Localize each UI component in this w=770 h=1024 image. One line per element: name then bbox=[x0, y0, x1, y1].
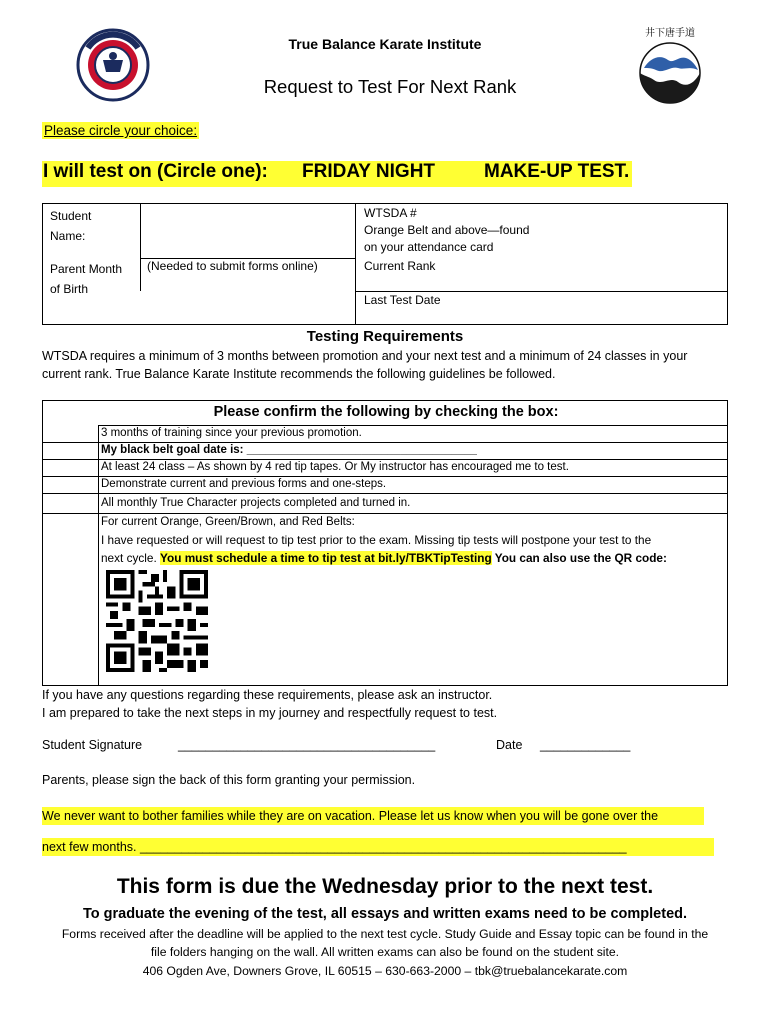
forms-deadline-line1: Forms received after the deadline will be applied to the next test cycle. Study Guide and Essay topic can be found in the bbox=[61, 927, 709, 941]
checklist-heading: Please confirm the following by checking the box: bbox=[213, 404, 559, 420]
check-item-tip-test-schedule: next cycle. You must schedule a time to tip test at bit.ly/TBKTipTesting You can also use the QR code: bbox=[101, 551, 667, 565]
check-item-true-character: All monthly True Character projects completed and turned in. bbox=[101, 497, 411, 509]
vacation-line1: We never want to bother families while they are on vacation. Please let us know when you will be gone over the bbox=[42, 807, 704, 825]
testing-requirements-heading: Testing Requirements bbox=[306, 328, 464, 345]
page-title: Request to Test For Next Rank bbox=[263, 76, 517, 97]
date-line[interactable]: _____________ bbox=[540, 738, 631, 752]
last-test-date-label: Last Test Date bbox=[364, 293, 441, 307]
checkbox-true-character[interactable] bbox=[43, 493, 98, 513]
institute-name: True Balance Karate Institute bbox=[288, 36, 482, 52]
date-label: Date bbox=[496, 738, 523, 752]
checkbox-tip-test[interactable] bbox=[43, 513, 98, 685]
check-item-forms: Demonstrate current and previous forms and one-steps. bbox=[101, 478, 387, 490]
logo-calligraphy: 井下唐手道 bbox=[645, 28, 695, 39]
forms-deadline-line2: file folders hanging on the wall. All written exams can also be found on the student site. bbox=[150, 945, 620, 959]
checkbox-black-belt-goal[interactable] bbox=[43, 442, 98, 459]
check-item-belts-heading: For current Orange, Green/Brown, and Red Belts: bbox=[101, 516, 355, 528]
checkbox-24-classes[interactable] bbox=[43, 459, 98, 476]
check-item-tip-test: I have requested or will request to tip test prior to the exam. Missing tip tests will postpone your test to the bbox=[101, 533, 652, 547]
test-choice-label: I will test on (Circle one): bbox=[43, 161, 268, 182]
option-friday-night[interactable]: FRIDAY NIGHT bbox=[302, 161, 436, 182]
check-item-24-classes: At least 24 class – As shown by 4 red tip tapes. Or My instructor has encouraged me to test. bbox=[101, 461, 569, 473]
student-name-label: Student Name: bbox=[50, 209, 92, 243]
requirements-text-line1: WTSDA requires a minimum of 3 months between promotion and your next test and a minimum of 24 classes in your bbox=[42, 349, 688, 363]
prepared-line: I am prepared to take the next steps in my journey and respectfully request to test. bbox=[42, 706, 498, 720]
student-name-field[interactable] bbox=[142, 204, 354, 257]
parent-month-note[interactable]: (Needed to submit forms online) bbox=[147, 259, 318, 273]
requirements-text-line2: current rank. True Balance Karate Institute recommends the following guidelines be followed. bbox=[42, 367, 556, 381]
graduate-statement: To graduate the evening of the test, all essays and written exams need to be completed. bbox=[82, 906, 688, 922]
circle-prompt: Please circle your choice: bbox=[44, 123, 198, 138]
wtsda-number-label: WTSDA # Orange Belt and above—found on your attendance card bbox=[364, 206, 530, 254]
check-item-black-belt-goal: My black belt goal date is: ____________________________________ bbox=[101, 444, 477, 456]
tip-testing-link[interactable]: You must schedule a time to tip test at bit.ly/TBKTipTesting bbox=[160, 551, 492, 565]
due-statement: This form is due the Wednesday prior to the next test. bbox=[116, 875, 654, 898]
option-make-up-test[interactable]: MAKE-UP TEST. bbox=[484, 161, 630, 182]
current-rank-label: Current Rank bbox=[364, 259, 436, 273]
parents-line: Parents, please sign the back of this form granting your permission. bbox=[42, 773, 416, 787]
vacation-line2[interactable]: next few months. ______________________________________________________________________ bbox=[42, 838, 714, 856]
checkbox-forms[interactable] bbox=[43, 476, 98, 493]
questions-line: If you have any questions regarding these requirements, please ask an instructor. bbox=[42, 688, 493, 702]
address-line: 406 Ogden Ave, Downers Grove, IL 60515 – 630-663-2000 – tbk@truebalancekarate.com bbox=[142, 964, 628, 978]
parent-month-label: Parent Month of Birth bbox=[50, 262, 123, 296]
student-signature-label: Student Signature bbox=[42, 738, 143, 752]
checkbox-training[interactable] bbox=[43, 425, 98, 442]
qr-code[interactable] bbox=[106, 570, 208, 672]
check-item-training: 3 months of training since your previous promotion. bbox=[101, 427, 362, 439]
student-signature-line[interactable]: _____________________________________ bbox=[178, 738, 436, 752]
